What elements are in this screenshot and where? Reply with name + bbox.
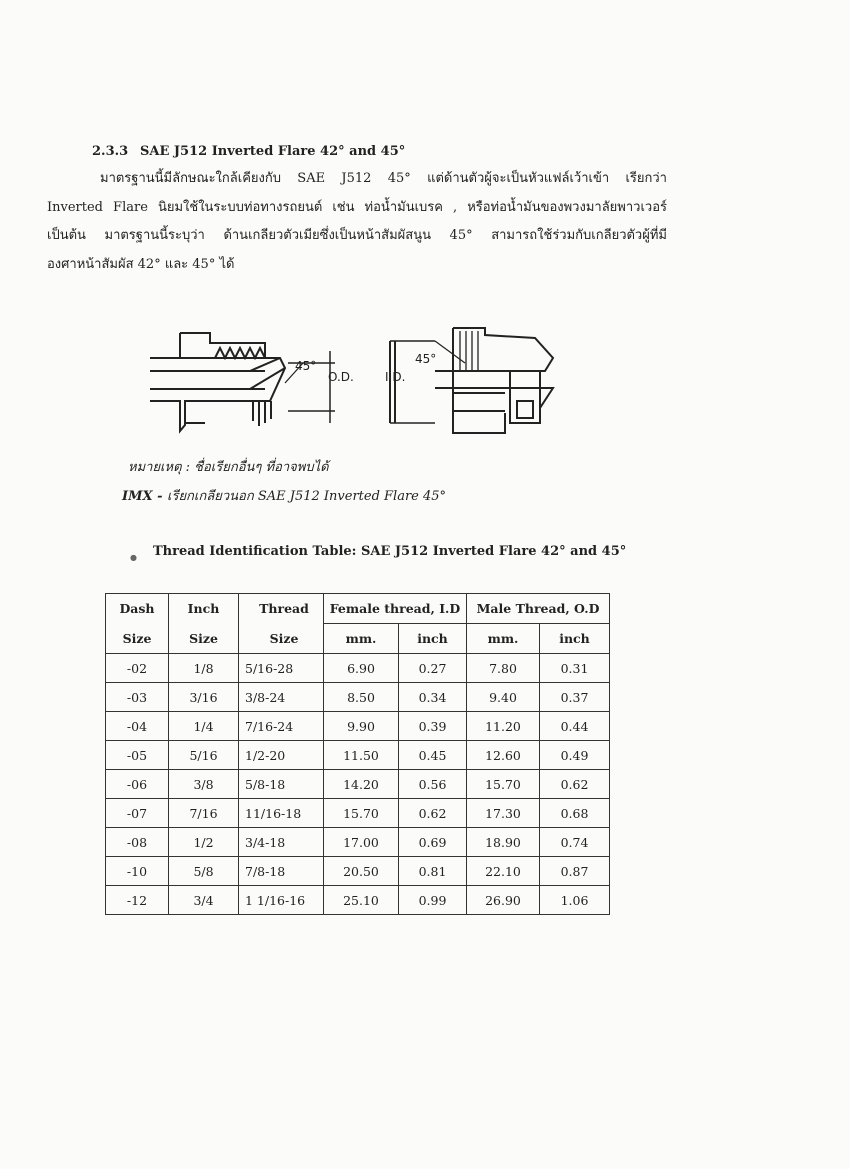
note-line: หมายเหตุ : ชื่อเรียกอื่นๆ ที่อาจพบได้ — [128, 460, 329, 475]
cell-female-mm: 17.00 — [324, 828, 399, 857]
cell-female-inch: 0.27 — [399, 654, 467, 683]
paragraph-line: เป็นต้น มาตรฐานนี้ระบุว่า ด้านเกลียวตัวเมียซึ่งเป็นหน้าสัมผัสนูน 45° สามารถใช้ร่วมกับเกลียวตัวผู้ที่มี — [47, 228, 667, 243]
header-female: Female thread, I.D — [324, 594, 467, 624]
cell-female-inch: 0.39 — [399, 712, 467, 741]
cell-male-inch: 1.06 — [540, 886, 610, 915]
bullet-dot: ● — [130, 553, 137, 562]
female-angle-label: 45° — [415, 352, 437, 366]
note-imx-code: IMX - — [122, 489, 168, 504]
thread-identification-table — [105, 593, 610, 915]
od-label: O.D. — [328, 370, 354, 384]
cell-female-mm: 6.90 — [324, 654, 399, 683]
header-dash-sub: Size — [106, 624, 169, 654]
cell-thread-size: 1/2-20 — [239, 741, 324, 770]
paragraph-line: มาตรฐานนี้มีลักษณะใกล้เคียงกับ SAE J512 45° แต่ด้านตัวผู้จะเป็นหัวแฟล์เว้าเข้า เรียกว่า — [100, 171, 667, 186]
table-subheader-row — [106, 624, 610, 654]
cell-dash-size: -04 — [106, 712, 169, 741]
cell-female-inch: 0.69 — [399, 828, 467, 857]
cell-inch-size: 7/16 — [169, 799, 239, 828]
cell-female-inch: 0.45 — [399, 741, 467, 770]
section-number: 2.3.3 — [92, 144, 129, 159]
cell-dash-size: -05 — [106, 741, 169, 770]
fitting-diagram — [145, 323, 565, 438]
cell-dash-size: -06 — [106, 770, 169, 799]
header-male: Male Thread, O.D — [467, 594, 610, 624]
id-label: I.D. — [385, 370, 406, 384]
cell-male-mm: 17.30 — [467, 799, 540, 828]
cell-male-inch: 0.44 — [540, 712, 610, 741]
cell-inch-size: 3/4 — [169, 886, 239, 915]
table-header-row — [106, 594, 610, 624]
table-caption: Thread Identification Table: SAE J512 Inverted Flare 42° and 45° — [153, 544, 627, 559]
header-female-mm: mm. — [324, 624, 399, 654]
section-title: SAE J512 Inverted Flare 42° and 45° — [140, 144, 406, 159]
cell-inch-size: 1/4 — [169, 712, 239, 741]
paragraph-line: องศาหน้าสัมผัส 42° และ 45° ได้ — [47, 256, 235, 272]
cell-thread-size: 5/16-28 — [239, 654, 324, 683]
cell-dash-size: -03 — [106, 683, 169, 712]
table-row — [106, 770, 610, 799]
cell-male-mm: 12.60 — [467, 741, 540, 770]
cell-male-mm: 9.40 — [467, 683, 540, 712]
cell-male-inch: 0.31 — [540, 654, 610, 683]
section-paragraph — [47, 165, 667, 279]
cell-inch-size: 3/8 — [169, 770, 239, 799]
header-male-mm: mm. — [467, 624, 540, 654]
table-row — [106, 654, 610, 683]
cell-male-inch: 0.62 — [540, 770, 610, 799]
cell-inch-size: 1/8 — [169, 654, 239, 683]
header-inch: Inch — [169, 594, 239, 624]
table-row — [106, 712, 610, 741]
cell-thread-size: 5/8-18 — [239, 770, 324, 799]
cell-female-inch: 0.62 — [399, 799, 467, 828]
cell-female-mm: 25.10 — [324, 886, 399, 915]
cell-thread-size: 3/8-24 — [239, 683, 324, 712]
note-imx-text: เรียกเกลียวนอก SAE J512 Inverted Flare 45° — [167, 489, 447, 504]
cell-dash-size: -07 — [106, 799, 169, 828]
cell-dash-size: -02 — [106, 654, 169, 683]
cell-male-mm: 11.20 — [467, 712, 540, 741]
cell-thread-size: 1 1/16-16 — [239, 886, 324, 915]
cell-female-inch: 0.81 — [399, 857, 467, 886]
header-male-inch: inch — [540, 624, 610, 654]
header-thread-sub: Size — [239, 624, 324, 654]
cell-male-inch: 0.68 — [540, 799, 610, 828]
cell-male-inch: 0.87 — [540, 857, 610, 886]
cell-inch-size: 3/16 — [169, 683, 239, 712]
cell-female-mm: 14.20 — [324, 770, 399, 799]
cell-inch-size: 5/16 — [169, 741, 239, 770]
cell-thread-size: 7/16-24 — [239, 712, 324, 741]
header-inch-sub: Size — [169, 624, 239, 654]
cell-female-inch: 0.99 — [399, 886, 467, 915]
table-row — [106, 828, 610, 857]
section-heading — [92, 144, 405, 159]
cell-male-mm: 22.10 — [467, 857, 540, 886]
cell-female-mm: 15.70 — [324, 799, 399, 828]
table-row — [106, 886, 610, 915]
cell-female-mm: 20.50 — [324, 857, 399, 886]
paragraph-line: Inverted Flare นิยมใช้ในระบบท่อทางรถยนต์ เช่น ท่อน้ำมันเบรค , หรือท่อน้ำมันของพวงมาลัยพาวเวอร์ — [47, 199, 667, 215]
cell-male-mm: 7.80 — [467, 654, 540, 683]
cell-thread-size: 7/8-18 — [239, 857, 324, 886]
cell-thread-size: 11/16-18 — [239, 799, 324, 828]
table-row — [106, 741, 610, 770]
male-fitting-drawing — [150, 333, 335, 431]
cell-inch-size: 5/8 — [169, 857, 239, 886]
male-angle-label: 45° — [295, 359, 317, 373]
cell-female-mm: 11.50 — [324, 741, 399, 770]
cell-thread-size: 3/4-18 — [239, 828, 324, 857]
header-thread: Thread — [239, 594, 324, 624]
header-female-inch: inch — [399, 624, 467, 654]
cell-male-mm: 26.90 — [467, 886, 540, 915]
note-imx — [122, 485, 446, 506]
cell-female-mm: 9.90 — [324, 712, 399, 741]
cell-female-inch: 0.56 — [399, 770, 467, 799]
cell-dash-size: -10 — [106, 857, 169, 886]
cell-male-inch: 0.37 — [540, 683, 610, 712]
cell-dash-size: -08 — [106, 828, 169, 857]
cell-inch-size: 1/2 — [169, 828, 239, 857]
table-body — [106, 654, 610, 915]
cell-female-inch: 0.34 — [399, 683, 467, 712]
cell-female-mm: 8.50 — [324, 683, 399, 712]
cell-male-mm: 15.70 — [467, 770, 540, 799]
cell-male-inch: 0.74 — [540, 828, 610, 857]
cell-male-mm: 18.90 — [467, 828, 540, 857]
table-row — [106, 857, 610, 886]
table-row — [106, 683, 610, 712]
table-row — [106, 799, 610, 828]
cell-male-inch: 0.49 — [540, 741, 610, 770]
female-fitting-drawing — [390, 328, 553, 433]
header-dash: Dash — [106, 594, 169, 624]
cell-dash-size: -12 — [106, 886, 169, 915]
